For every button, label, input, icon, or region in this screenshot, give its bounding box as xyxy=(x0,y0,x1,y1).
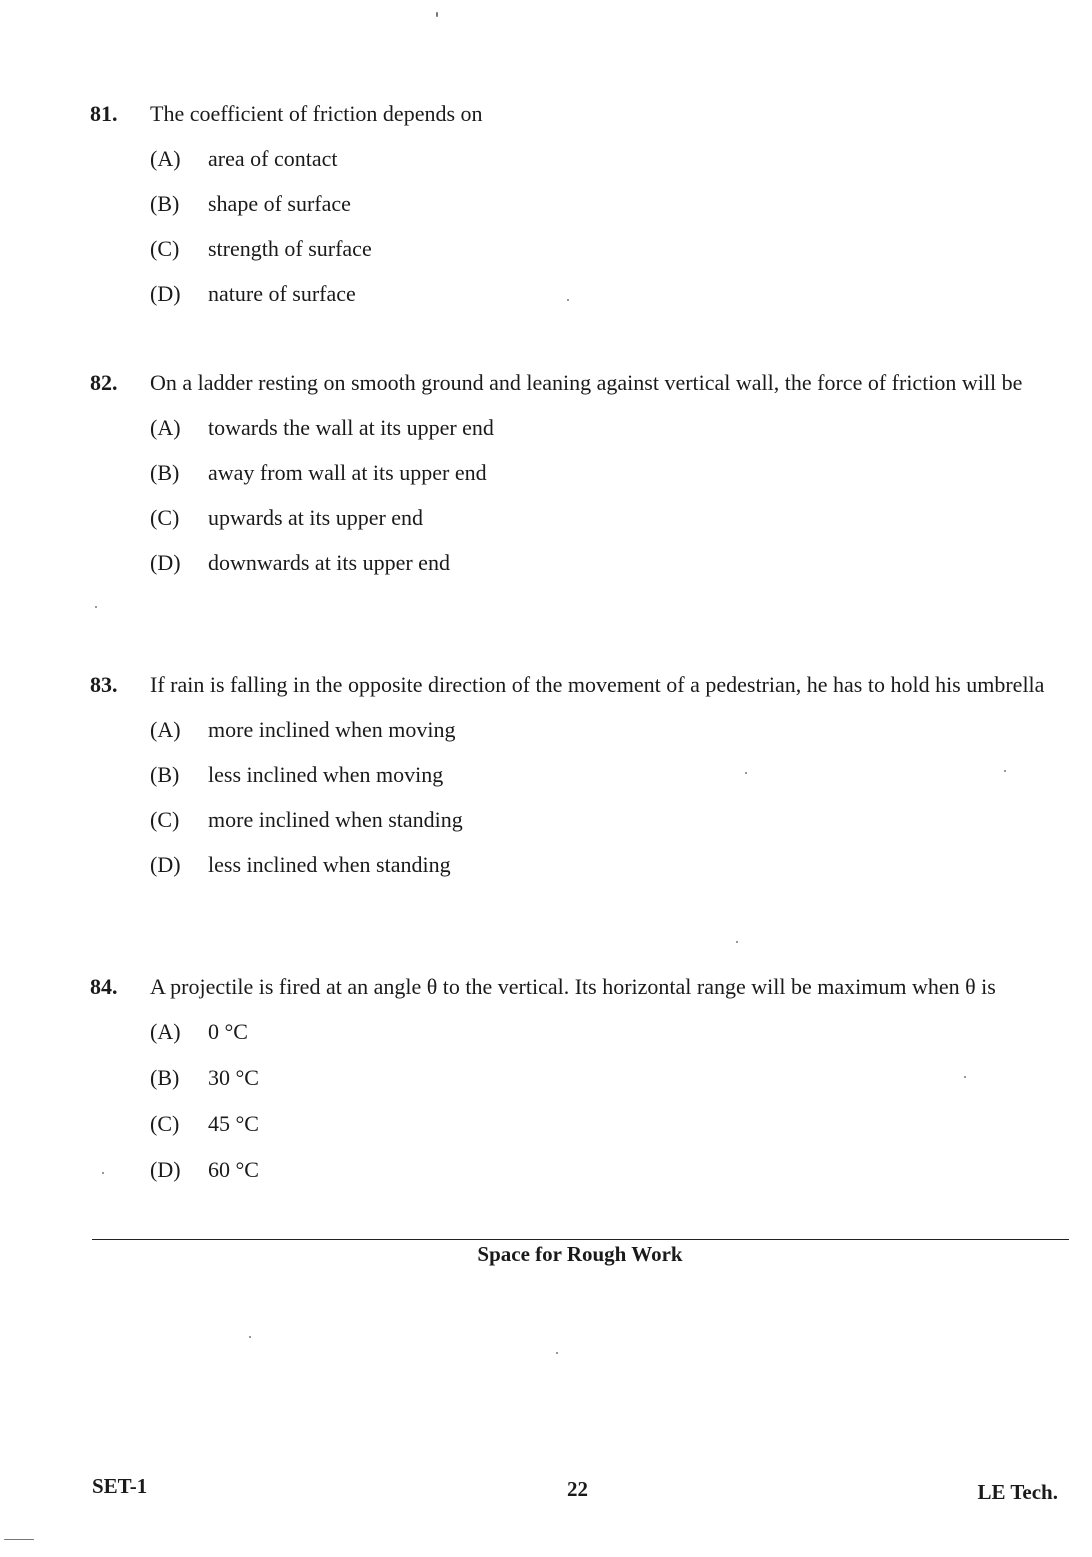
option-label: (A) xyxy=(150,1019,181,1044)
scan-speck xyxy=(436,12,438,17)
option-text: strength of surface xyxy=(208,236,372,261)
option-label: (B) xyxy=(150,762,180,787)
option-label: (A) xyxy=(150,146,181,171)
option-label: (A) xyxy=(150,415,181,440)
question-number: 84. xyxy=(90,974,118,999)
option-list xyxy=(150,713,1060,893)
option-label: (D) xyxy=(150,852,181,877)
option-label: (C) xyxy=(150,1111,180,1136)
question-81 xyxy=(90,97,1060,322)
option-label: (C) xyxy=(150,505,180,530)
option-a xyxy=(150,713,1060,758)
question-number: 82. xyxy=(90,370,118,395)
question-83 xyxy=(90,668,1060,893)
option-label: (B) xyxy=(150,191,180,216)
option-text: 30 °C xyxy=(208,1065,259,1090)
option-text: downwards at its upper end xyxy=(208,550,450,575)
option-text: area of contact xyxy=(208,146,338,171)
option-d xyxy=(150,546,1060,591)
rough-work-heading: Space for Rough Work xyxy=(477,1242,683,1266)
option-b xyxy=(150,187,1060,232)
question-text: On a ladder resting on smooth ground and leaning against vertical wall, the force of friction will be xyxy=(150,370,1023,395)
footer-set: SET-1 xyxy=(92,1474,148,1498)
divider-line xyxy=(92,1239,1069,1240)
option-a xyxy=(150,142,1060,187)
scan-speck xyxy=(567,299,569,301)
option-text: less inclined when standing xyxy=(208,852,451,877)
question-82 xyxy=(90,366,1060,591)
scan-speck xyxy=(745,772,747,774)
footer-page-number: 22 xyxy=(567,1477,588,1501)
option-b xyxy=(150,456,1060,501)
question-84 xyxy=(90,970,1060,1199)
option-b xyxy=(150,758,1060,803)
option-b xyxy=(150,1061,1060,1107)
question-number: 81. xyxy=(90,101,118,126)
option-text: more inclined when standing xyxy=(208,807,463,832)
scan-speck xyxy=(4,1539,34,1540)
option-label: (A) xyxy=(150,717,181,742)
option-text: 45 °C xyxy=(208,1111,259,1136)
question-text: If rain is falling in the opposite direction of the movement of a pedestrian, he has to hold his umbrella xyxy=(150,672,1045,697)
option-c xyxy=(150,803,1060,848)
scan-speck xyxy=(556,1352,558,1354)
option-text: more inclined when moving xyxy=(208,717,456,742)
question-number: 83. xyxy=(90,672,118,697)
option-label: (D) xyxy=(150,1157,181,1182)
option-text: shape of surface xyxy=(208,191,351,216)
question-text: The coefficient of friction depends on xyxy=(150,101,483,126)
option-label: (C) xyxy=(150,807,180,832)
scan-speck xyxy=(736,941,738,943)
option-a xyxy=(150,1015,1060,1061)
option-list xyxy=(150,1015,1060,1199)
option-c xyxy=(150,501,1060,546)
scan-speck xyxy=(102,1172,104,1174)
option-text: away from wall at its upper end xyxy=(208,460,487,485)
footer-course: LE Tech. xyxy=(977,1480,1058,1504)
scan-speck xyxy=(1004,770,1006,772)
scan-speck xyxy=(95,606,97,608)
option-text: 0 °C xyxy=(208,1019,248,1044)
option-text: upwards at its upper end xyxy=(208,505,424,530)
option-text: towards the wall at its upper end xyxy=(208,415,494,440)
option-label: (D) xyxy=(150,281,181,306)
option-label: (B) xyxy=(150,460,180,485)
scan-speck xyxy=(249,1336,251,1338)
option-list xyxy=(150,142,1060,322)
scan-speck xyxy=(964,1076,966,1078)
option-text: 60 °C xyxy=(208,1157,259,1182)
option-c xyxy=(150,232,1060,277)
option-list xyxy=(150,411,1060,591)
option-d xyxy=(150,848,1060,893)
option-label: (B) xyxy=(150,1065,180,1090)
option-label: (D) xyxy=(150,550,181,575)
option-text: less inclined when moving xyxy=(208,762,444,787)
option-a xyxy=(150,411,1060,456)
question-text: A projectile is fired at an angle θ to the vertical. Its horizontal range will be maximum when θ is xyxy=(150,974,996,999)
option-d xyxy=(150,1153,1060,1199)
option-c xyxy=(150,1107,1060,1153)
option-d xyxy=(150,277,1060,322)
option-text: nature of surface xyxy=(208,281,356,306)
option-label: (C) xyxy=(150,236,180,261)
